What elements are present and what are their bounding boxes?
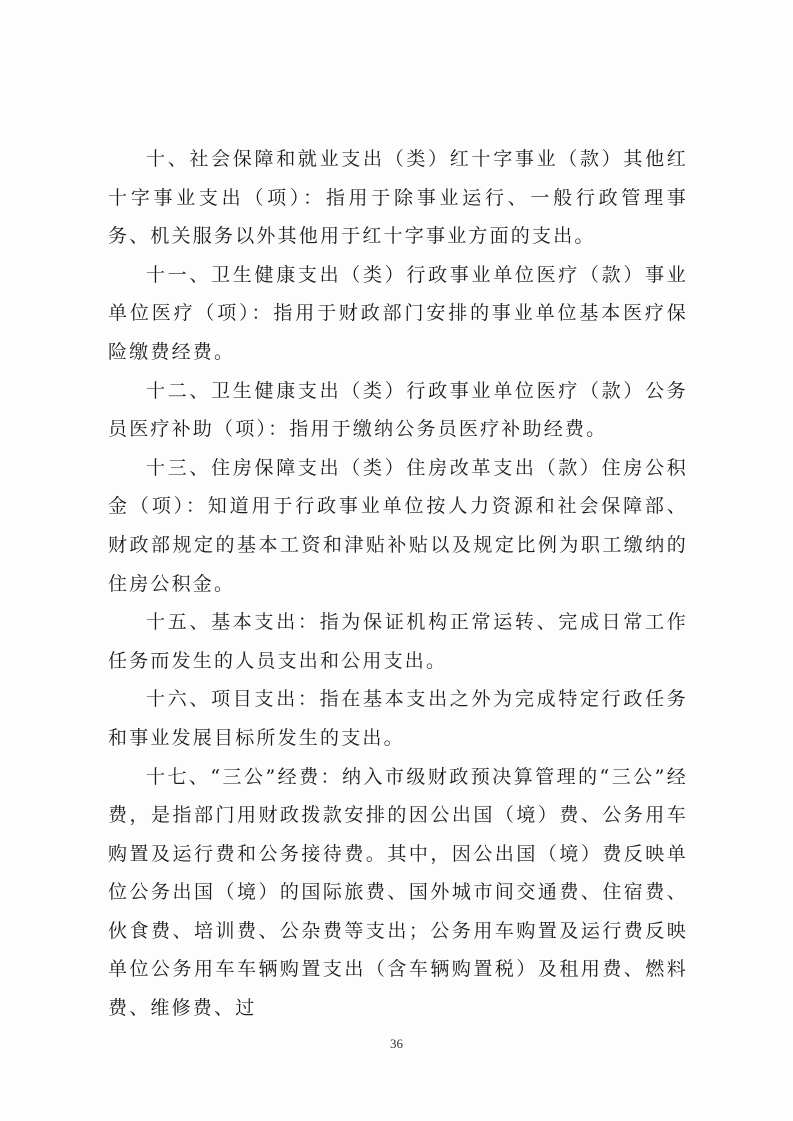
body-text xyxy=(108,140,688,1028)
paragraph-11: 十一、卫生健康支出（类）行政事业单位医疗（款）事业单位医疗（项）：指用于财政部门安排的事业单位基本医疗保险缴费经费。 xyxy=(108,263,688,363)
paragraph-15: 十五、基本支出：指为保证机构正常运转、完成日常工作任务而发生的人员支出和公用支出。 xyxy=(108,611,688,672)
paragraph-13: 十三、住房保障支出（类）住房改革支出（款）住房公积金（项）：知道用于行政事业单位按人力资源和社会保障部、财政部规定的基本工资和津贴补贴以及规定比例为职工缴纳的住房公积金。 xyxy=(108,456,688,595)
paragraph-10: 十、社会保障和就业支出（类）红十字事业（款）其他红十字事业支出（项）：指用于除事业运行、一般行政管理事务、机关服务以外其他用于红十字事业方面的支出。 xyxy=(108,148,688,248)
paragraph-17: 十七、“三公”经费：纳入市级财政预决算管理的“三公”经费，是指部门用财政拨款安排的因公出国（境）费、公务用车购置及运行费和公务接待费。其中，因公出国（境）费反映单位公务出国（境）的国际旅费、国外城市间交通费、住宿费、伙食费、培训费、公杂费等支出；公务用车购置及运行费反映单位公务用车车辆购置支出（含车辆购置税）及租用费、燃料费、维修费、过 xyxy=(108,765,688,1020)
page-number: 36 xyxy=(390,1036,403,1051)
paragraph-16: 十六、项目支出：指在基本支出之外为完成特定行政任务和事业发展目标所发生的支出。 xyxy=(108,688,688,749)
paragraph-12: 十二、卫生健康支出（类）行政事业单位医疗（款）公务员医疗补助（项）：指用于缴纳公务员医疗补助经费。 xyxy=(108,379,688,441)
